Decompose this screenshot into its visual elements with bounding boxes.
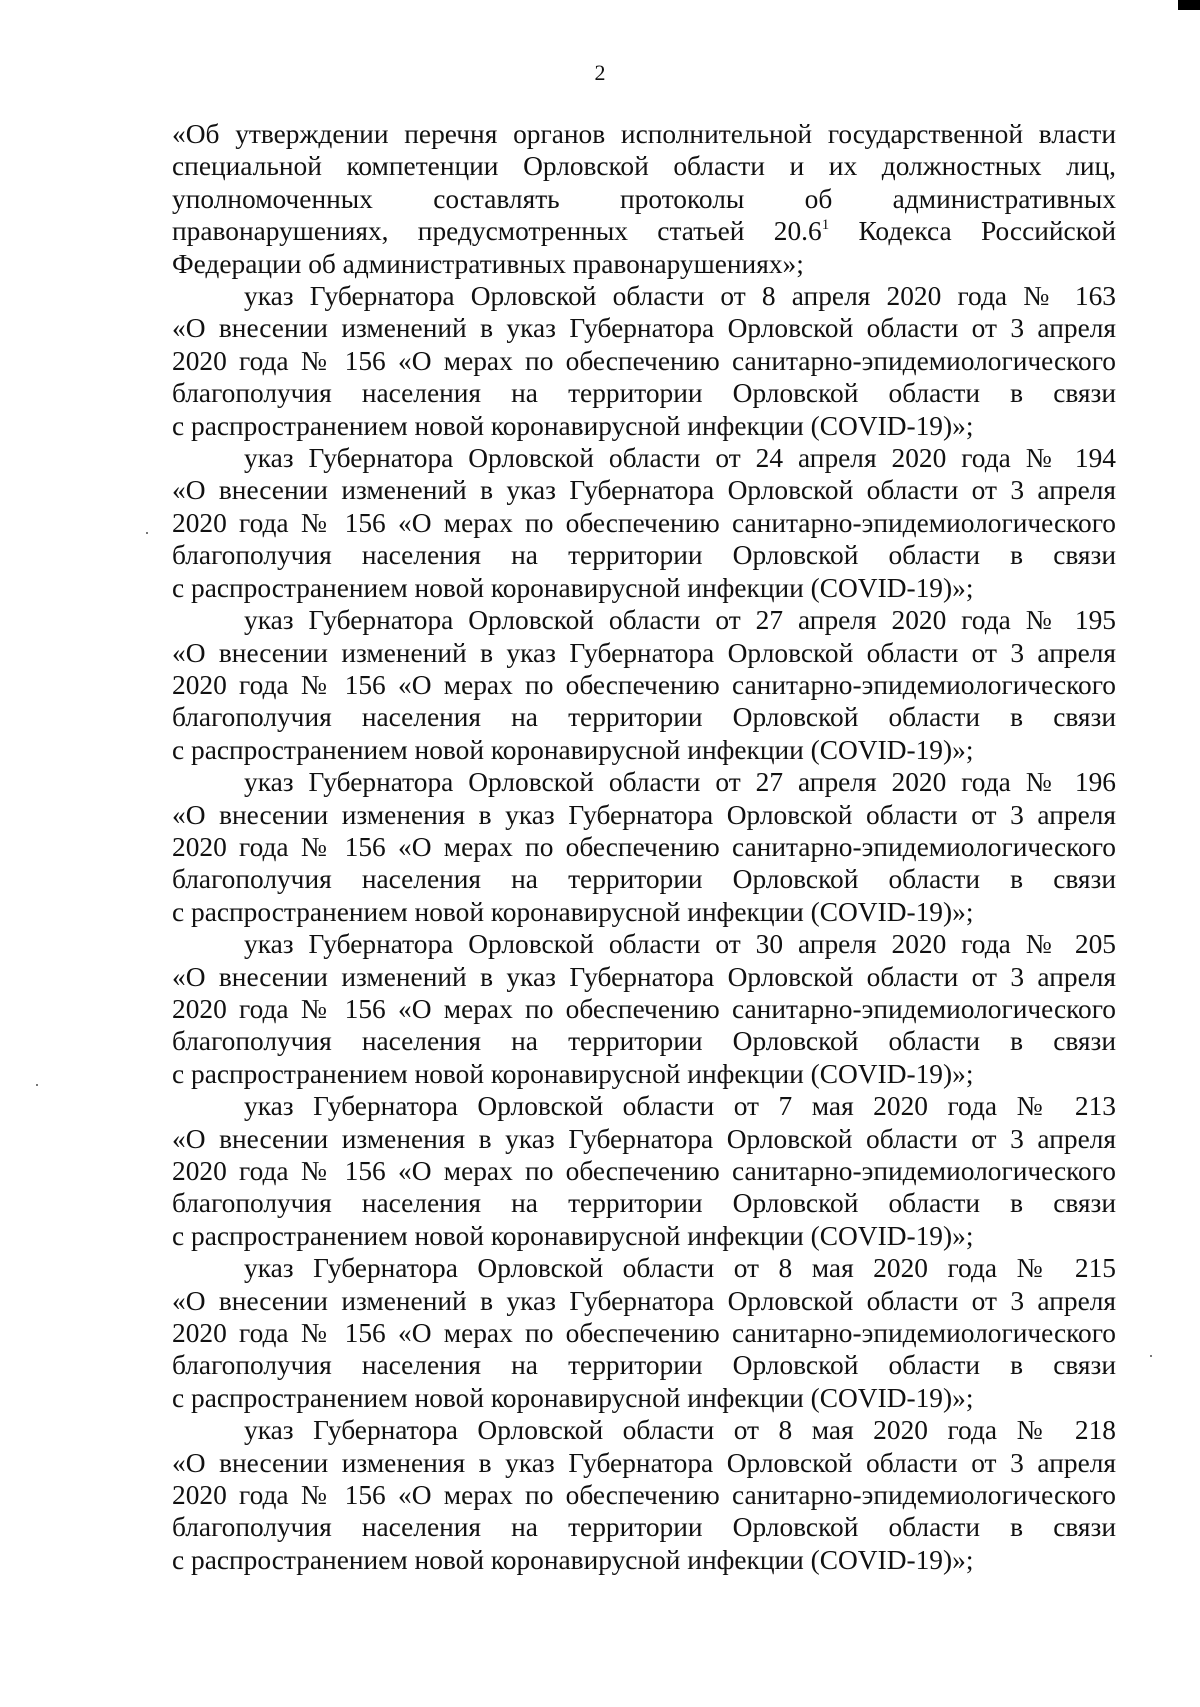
text-line: 2020 года № 156 «О мерах по обеспечению санитарно-эпидемиологического <box>172 1318 1116 1349</box>
text-line: уполномоченных составлять протоколы об административных <box>172 183 1116 214</box>
decree-paragraph <box>172 604 1116 766</box>
text-line: 2020 года № 156 «О мерах по обеспечению санитарно-эпидемиологического <box>172 831 1116 862</box>
text-line: с распространением новой коронавирусной инфекции (COVID-19)»; <box>172 1220 974 1251</box>
decree-paragraph <box>172 928 1116 1090</box>
scan-speck <box>36 1084 38 1086</box>
text-line: с распространением новой коронавирусной инфекции (COVID-19)»; <box>172 1544 974 1575</box>
text-line: 2020 года № 156 «О мерах по обеспечению санитарно-эпидемиологического <box>172 669 1116 700</box>
text-line: с распространением новой коронавирусной инфекции (COVID-19)»; <box>172 1382 974 1413</box>
decree-title-line: указ Губернатора Орловской области от 27 апреля 2020 года № 196 <box>244 767 1116 798</box>
text-line: благополучия населения на территории Орловской области в связи <box>172 540 1116 571</box>
text-line: с распространением новой коронавирусной инфекции (COVID-19)»; <box>172 896 974 927</box>
text-line: специальной компетенции Орловской области и их должностных лиц, <box>172 151 1116 182</box>
text-line: 2020 года № 156 «О мерах по обеспечению санитарно-эпидемиологического <box>172 993 1116 1024</box>
text-line: «О внесении изменений в указ Губернатора Орловской области от 3 апреля <box>172 637 1116 668</box>
decree-title-line: указ Губернатора Орловской области от 27 апреля 2020 года № 195 <box>244 605 1116 636</box>
article-superscript: 1 <box>821 217 830 234</box>
text-line: «О внесении изменения в указ Губернатора Орловской области от 3 апреля <box>172 1123 1116 1154</box>
decree-paragraph <box>172 1090 1116 1252</box>
decree-title-line: указ Губернатора Орловской области от 8 мая 2020 года № 218 <box>244 1415 1116 1446</box>
text-line: 2020 года № 156 «О мерах по обеспечению санитарно-эпидемиологического <box>172 345 1116 376</box>
text-line: «Об утверждении перечня органов исполнительной государственной власти <box>172 119 1116 149</box>
text-line-with-superscript <box>172 215 1116 247</box>
text-line: «О внесении изменения в указ Губернатора Орловской области от 3 апреля <box>172 1447 1116 1478</box>
article-reference: правонарушениях, предусмотренных статьей 20.6 <box>172 216 822 247</box>
text-line: 2020 года № 156 «О мерах по обеспечению санитарно-эпидемиологического <box>172 507 1116 538</box>
text-line: Федерации об административных правонарушениях»; <box>172 248 804 279</box>
text-line: 2020 года № 156 «О мерах по обеспечению санитарно-эпидемиологического <box>172 1480 1116 1511</box>
text-line: благополучия населения на территории Орловской области в связи <box>172 864 1116 895</box>
decree-paragraph <box>172 442 1116 604</box>
text-line: 2020 года № 156 «О мерах по обеспечению санитарно-эпидемиологического <box>172 1156 1116 1186</box>
text-line: «О внесении изменений в указ Губернатора Орловской области от 3 апреля <box>172 1285 1116 1316</box>
scan-edge-mark <box>1178 0 1200 10</box>
decree-title-line: указ Губернатора Орловской области от 24 апреля 2020 года № 194 <box>244 443 1116 474</box>
text-line: «О внесении изменений в указ Губернатора Орловской области от 3 апреля <box>172 313 1116 344</box>
text-line: с распространением новой коронавирусной инфекции (COVID-19)»; <box>172 410 974 441</box>
decree-paragraph <box>172 1414 1116 1576</box>
decree-title-line: указ Губернатора Орловской области от 30 апреля 2020 года № 205 <box>244 929 1116 960</box>
scan-speck <box>1150 1355 1152 1357</box>
decree-title-line: указ Губернатора Орловской области от 7 мая 2020 года № 213 <box>244 1091 1116 1122</box>
text-line: «О внесении изменений в указ Губернатора Орловской области от 3 апреля <box>172 475 1116 506</box>
scan-speck <box>146 532 148 534</box>
decree-paragraph <box>172 766 1116 928</box>
code-reference: Кодекса Российской <box>829 216 1116 247</box>
text-line: благополучия населения на территории Орловской области в связи <box>172 1026 1116 1057</box>
document-body <box>172 118 1116 1576</box>
decree-paragraph <box>172 1252 1116 1414</box>
text-line: благополучия населения на территории Орловской области в связи <box>172 1350 1116 1381</box>
text-line: благополучия населения на территории Орловской области в связи <box>172 378 1116 409</box>
text-line: с распространением новой коронавирусной инфекции (COVID-19)»; <box>172 572 974 603</box>
text-line: «О внесении изменений в указ Губернатора Орловской области от 3 апреля <box>172 961 1116 992</box>
text-line: с распространением новой коронавирусной инфекции (COVID-19)»; <box>172 1058 974 1089</box>
page-number: 2 <box>594 60 606 85</box>
text-line: с распространением новой коронавирусной инфекции (COVID-19)»; <box>172 734 974 765</box>
text-line: благополучия населения на территории Орловской области в связи <box>172 1512 1116 1543</box>
decree-title-line: указ Губернатора Орловской области от 8 апреля 2020 года № 163 <box>244 281 1116 312</box>
intro-paragraph <box>172 118 1116 280</box>
decree-paragraph <box>172 280 1116 442</box>
decree-title-line: указ Губернатора Орловской области от 8 мая 2020 года № 215 <box>244 1253 1116 1284</box>
text-line: благополучия населения на территории Орловской области в связи <box>172 1188 1116 1219</box>
text-line: благополучия населения на территории Орловской области в связи <box>172 702 1116 733</box>
text-line: «О внесении изменения в указ Губернатора Орловской области от 3 апреля <box>172 799 1116 830</box>
